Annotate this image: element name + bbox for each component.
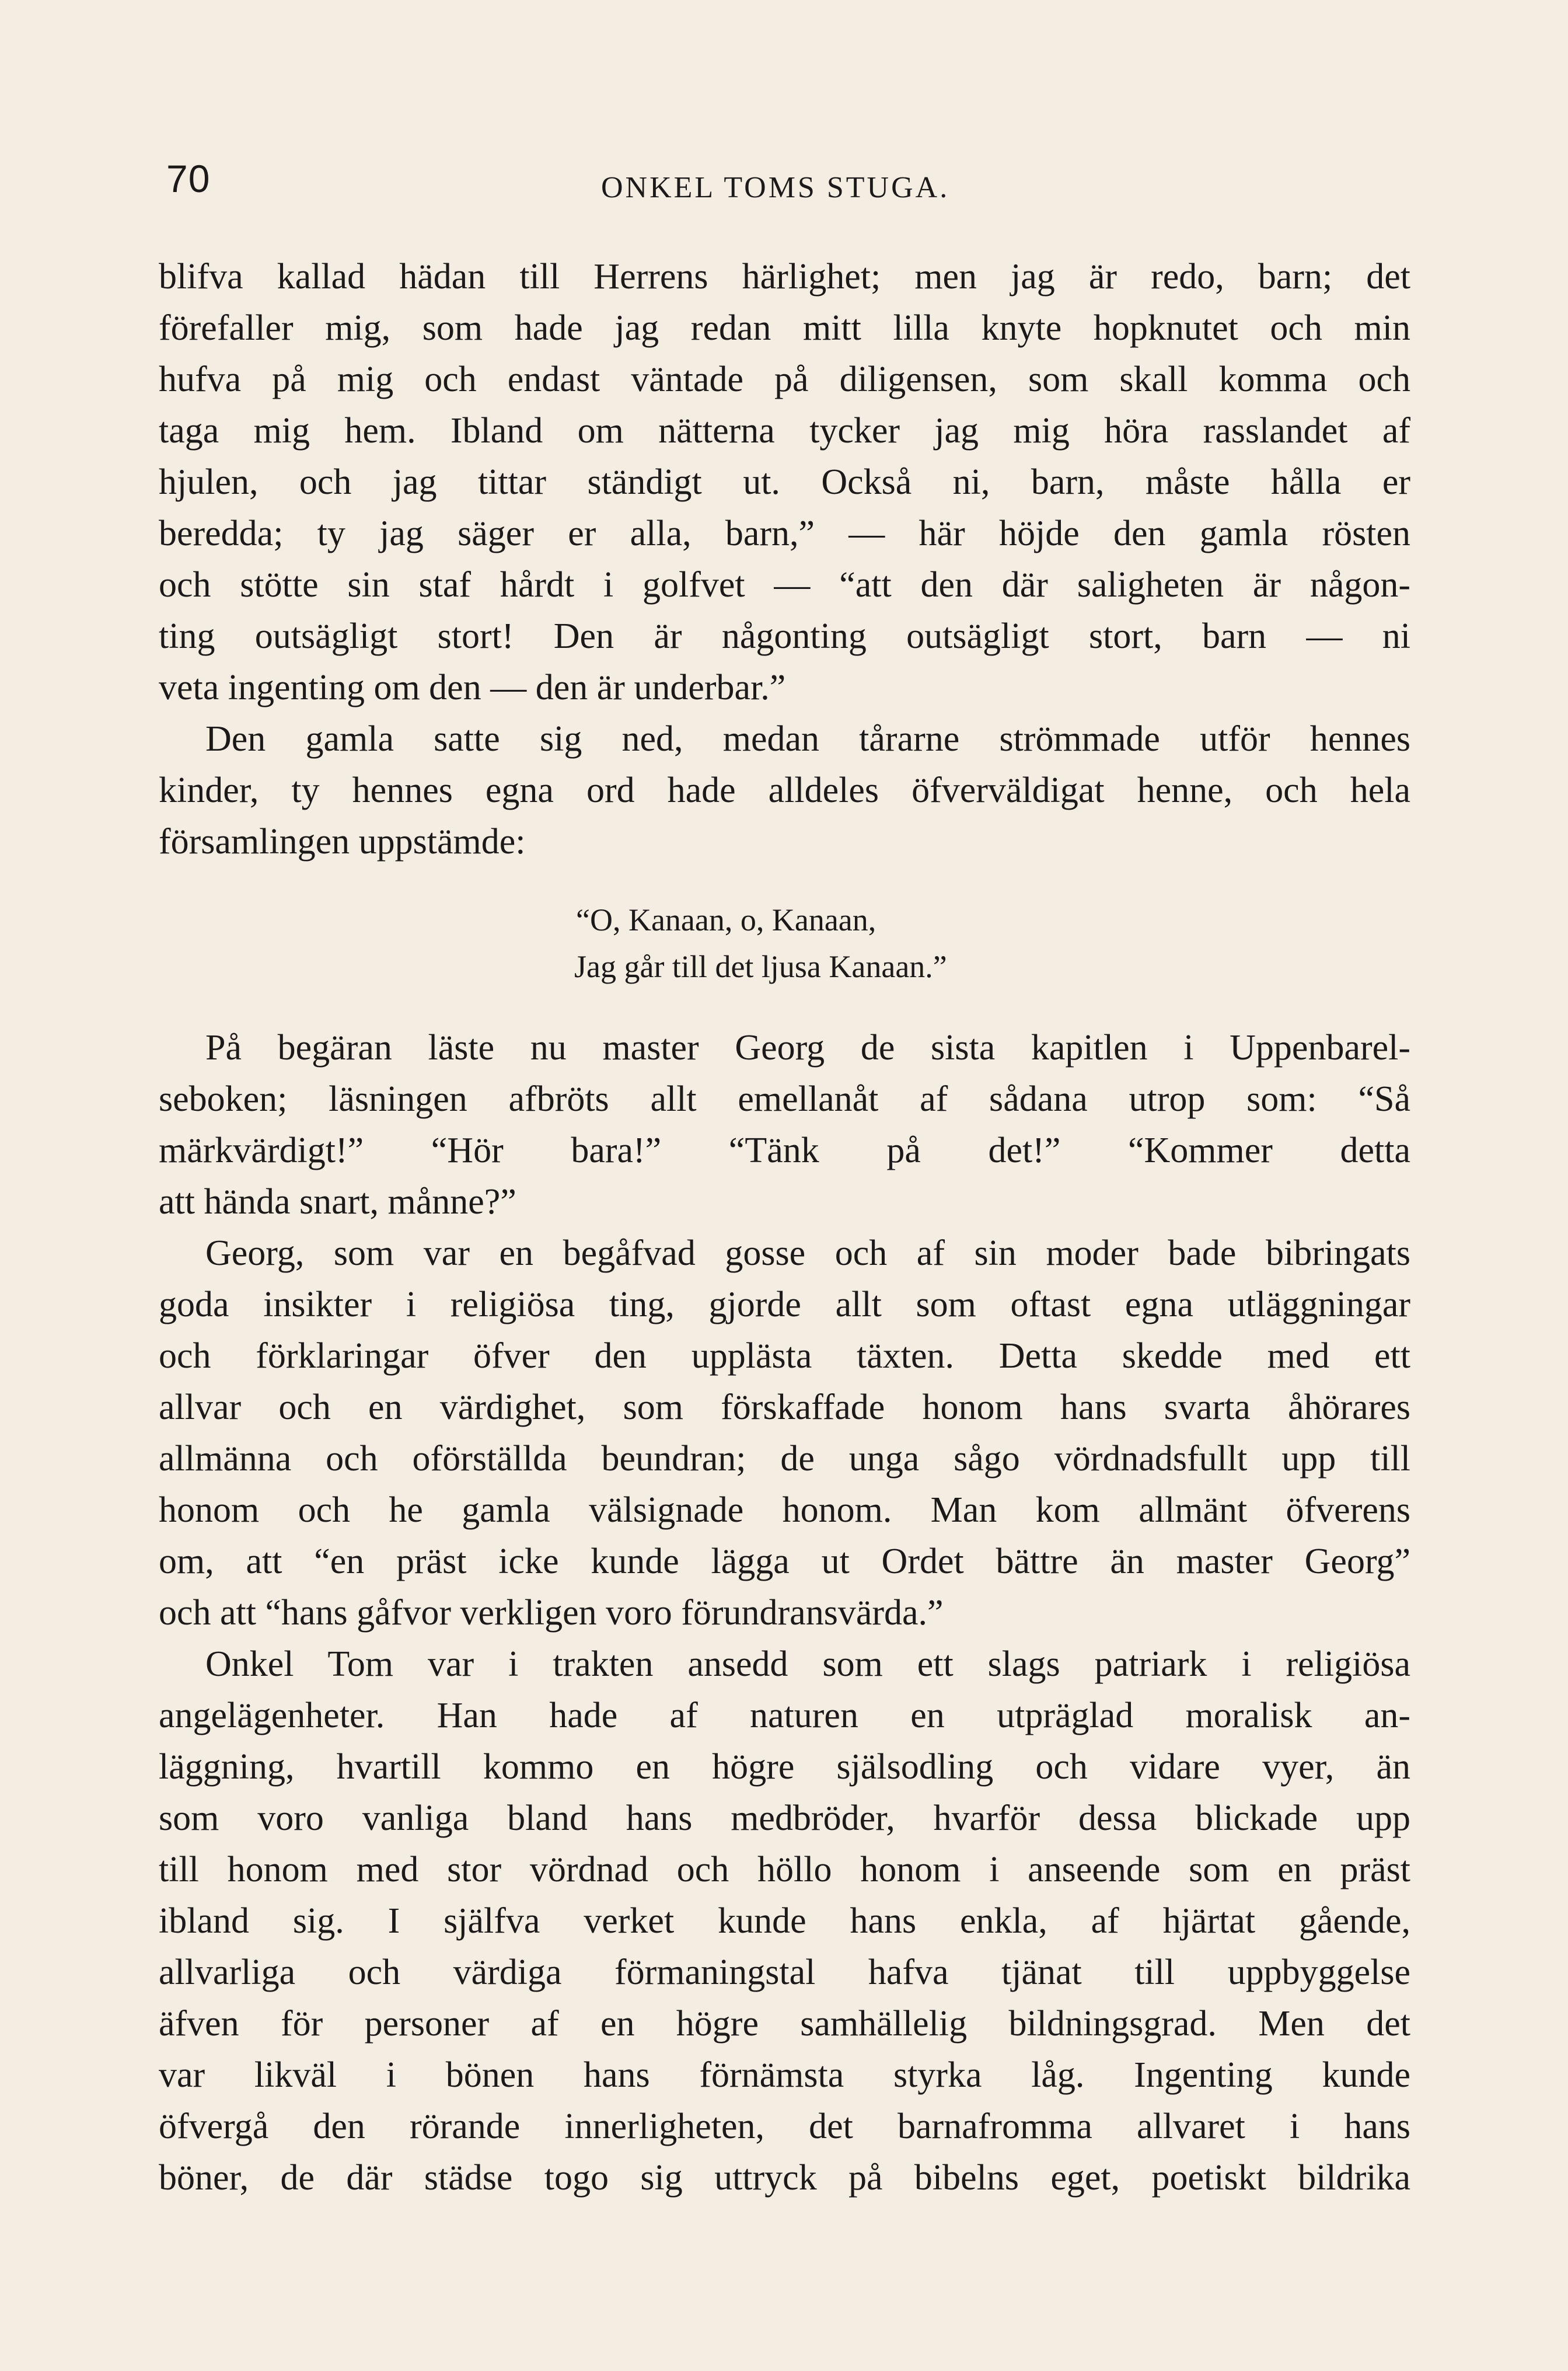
paragraph: [159, 713, 1410, 867]
text-line: allvarliga och värdiga förmaningstal hafva tjänat till uppbyggelse: [159, 1952, 1410, 1992]
text-line: äfven för personer af en högre samhällelig bildningsgrad. Men det: [159, 2004, 1410, 2044]
paragraph: [159, 1638, 1410, 2203]
body-text: [159, 251, 1410, 2203]
text-line: hjulen, och jag tittar ständigt ut. Också ni, barn, måste hålla er: [159, 462, 1410, 502]
text-line: öfvergå den rörande innerligheten, det barnafromma allvaret i hans: [159, 2107, 1410, 2146]
page-number: 70: [166, 157, 211, 200]
text-line: och att “hans gåfvor verkligen voro förundransvärda.”: [159, 1593, 944, 1633]
text-line: och förklaringar öfver den upplästa täxten. Detta skedde med ett: [159, 1336, 1410, 1376]
text-line: blifva kallad hädan till Herrens härlighet; men jag är redo, barn; det: [159, 257, 1410, 297]
text-line: var likväl i bönen hans förnämsta styrka låg. Ingenting kunde: [159, 2055, 1410, 2095]
paragraph: [159, 251, 1410, 713]
text-line: Den gamla satte sig ned, medan tårarne strömmade utför hennes: [205, 719, 1410, 759]
hymn-verse: [159, 897, 1410, 990]
text-line: angelägenheter. Han hade af naturen en utpräglad moralisk an-: [159, 1696, 1410, 1735]
text-line: som voro vanliga bland hans medbröder, hvarför dessa blickade upp: [159, 1798, 1410, 1838]
text-line: På begäran läste nu master Georg de sista kapitlen i Uppenbarel-: [205, 1028, 1410, 1068]
text-line: seboken; läsningen afbröts allt emellanåt af sådana utrop som: “Så: [159, 1079, 1410, 1119]
text-line: beredda; ty jag säger er alla, barn,” — här höjde den gamla rösten: [159, 514, 1410, 553]
text-line: ting outsägligt stort! Den är någonting outsägligt stort, barn — ni: [159, 616, 1410, 656]
text-line: honom och he gamla välsignade honom. Man kom allmänt öfverens: [159, 1490, 1410, 1530]
running-title: ONKEL TOMS STUGA.: [601, 171, 950, 204]
paragraph: [159, 1228, 1410, 1638]
text-line: taga mig hem. Ibland om nätterna tycker jag mig höra rasslandet af: [159, 411, 1410, 451]
text-line: allmänna och oförställda beundran; de unga sågo vördnadsfullt upp till: [159, 1439, 1410, 1479]
text-line: och stötte sin staf hårdt i golfvet — “att den där saligheten är någon-: [159, 565, 1410, 605]
text-line: ibland sig. I själfva verket kunde hans enkla, af hjärtat gående,: [159, 1901, 1410, 1941]
text-line: Onkel Tom var i trakten ansedd som ett slags patriark i religiösa: [205, 1644, 1410, 1684]
paragraph: [159, 1022, 1410, 1228]
text-line: läggning, hvartill kommo en högre själsodling och vidare vyer, än: [159, 1747, 1410, 1787]
text-line: kinder, ty hennes egna ord hade alldeles öfverväldigat henne, och hela: [159, 770, 1410, 810]
text-line: veta ingenting om den — den är underbar.”: [159, 668, 786, 707]
text-line: hufva på mig och endast väntade på diligensen, som skall komma och: [159, 360, 1410, 399]
text-line: böner, de där städse togo sig uttryck på bibelns eget, poetiskt bildrika: [159, 2158, 1410, 2198]
text-line: till honom med stor vördnad och höllo honom i anseende som en präst: [159, 1850, 1410, 1889]
text-line: allvar och en värdighet, som förskaffade honom hans svarta åhörares: [159, 1387, 1410, 1427]
verse-line: “O, Kanaan, o, Kanaan,: [576, 902, 876, 937]
text-line: om, att “en präst icke kunde lägga ut Ordet bättre än master Georg”: [159, 1542, 1410, 1581]
text-line: märkvärdigt!” “Hör bara!” “Tänk på det!” “Kommer detta: [159, 1131, 1410, 1170]
text-line: församlingen uppstämde:: [159, 822, 526, 862]
text-line: förefaller mig, som hade jag redan mitt lilla knyte hopknutet och min: [159, 308, 1410, 348]
text-line: goda insikter i religiösa ting, gjorde allt som oftast egna utläggningar: [159, 1285, 1410, 1324]
text-line: att hända snart, månne?”: [159, 1182, 516, 1222]
verse-line: Jag går till det ljusa Kanaan.”: [574, 949, 947, 984]
text-line: Georg, som var en begåfvad gosse och af sin moder bade bibringats: [205, 1233, 1410, 1273]
